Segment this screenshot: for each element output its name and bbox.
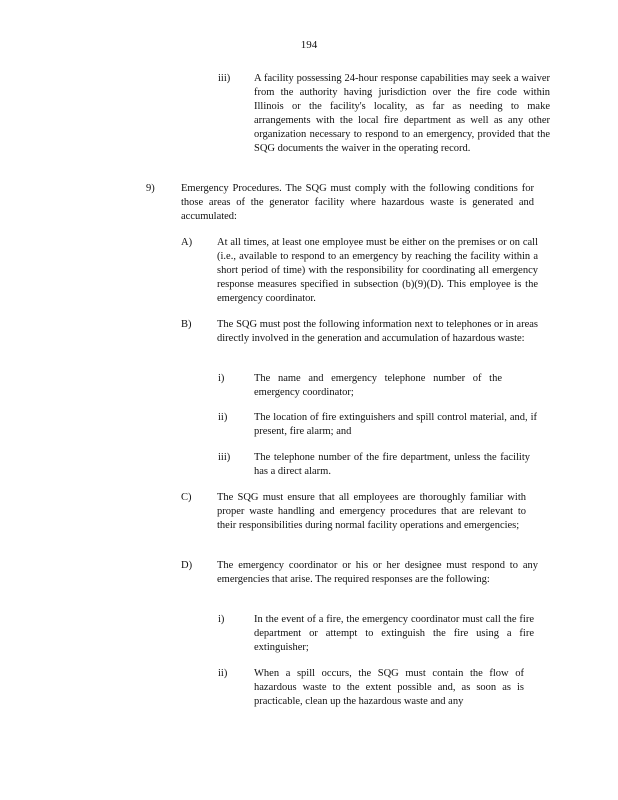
page-number: 194: [300, 39, 318, 51]
item-marker: C): [181, 492, 192, 503]
item-marker: iii): [218, 73, 231, 84]
item-marker: ii): [218, 412, 228, 423]
item-text: The SQG must ensure that all employees are thoroughly familiar with proper waste handling and emergency procedures that are relevant to their responsibilities during normal facility operations and emergencies;: [217, 492, 526, 531]
item-marker: ii): [218, 668, 228, 679]
item-marker: A): [181, 237, 193, 248]
item-text: The telephone number of the fire department, unless the facility has a direct alarm.: [254, 452, 530, 477]
item-text: Emergency Procedures. The SQG must comply with the following conditions for those areas of the generator facility where hazardous waste is generated and accumulated:: [181, 183, 534, 222]
item-text: The emergency coordinator or his or her designee must respond to any emergencies that arise. The required responses are the following:: [217, 560, 538, 585]
item-text: A facility possessing 24-hour response capabilities may seek a waiver from the authority having jurisdiction over the fire code within Illinois or the facility's locality, as far as needing to make arrangements with the local fire department as well as any other organization necessary to respond to an emergency, provided that the SQG documents the waiver in the operating record.: [254, 73, 550, 154]
item-marker: B): [181, 319, 192, 330]
item-marker: D): [181, 560, 193, 571]
item-marker: 9): [146, 183, 155, 194]
item-text: When a spill occurs, the SQG must contain the flow of hazardous waste to the extent possible and, as soon as is practicable, clean up the hazardous waste and any: [254, 668, 524, 707]
item-text: The SQG must post the following information next to telephones or in areas directly involved in the generation and accumulation of hazardous waste:: [217, 319, 538, 344]
item-marker: iii): [218, 452, 231, 463]
item-text: In the event of a fire, the emergency coordinator must call the fire department or attempt to extinguish the fire using a fire extinguisher;: [254, 614, 534, 653]
item-marker: i): [218, 614, 225, 625]
item-text: The name and emergency telephone number of the emergency coordinator;: [254, 373, 502, 398]
item-text: The location of fire extinguishers and spill control material, and, if present, fire alarm; and: [254, 412, 537, 437]
item-text: At all times, at least one employee must be either on the premises or on call (i.e., available to respond to an emergency by reaching the facility within a short period of time) with the responsibility for coordinating all emergency response measures specified in subsection (b)(9)(D). This employee is the emergency coordinator.: [217, 237, 538, 304]
item-marker: i): [218, 373, 225, 384]
